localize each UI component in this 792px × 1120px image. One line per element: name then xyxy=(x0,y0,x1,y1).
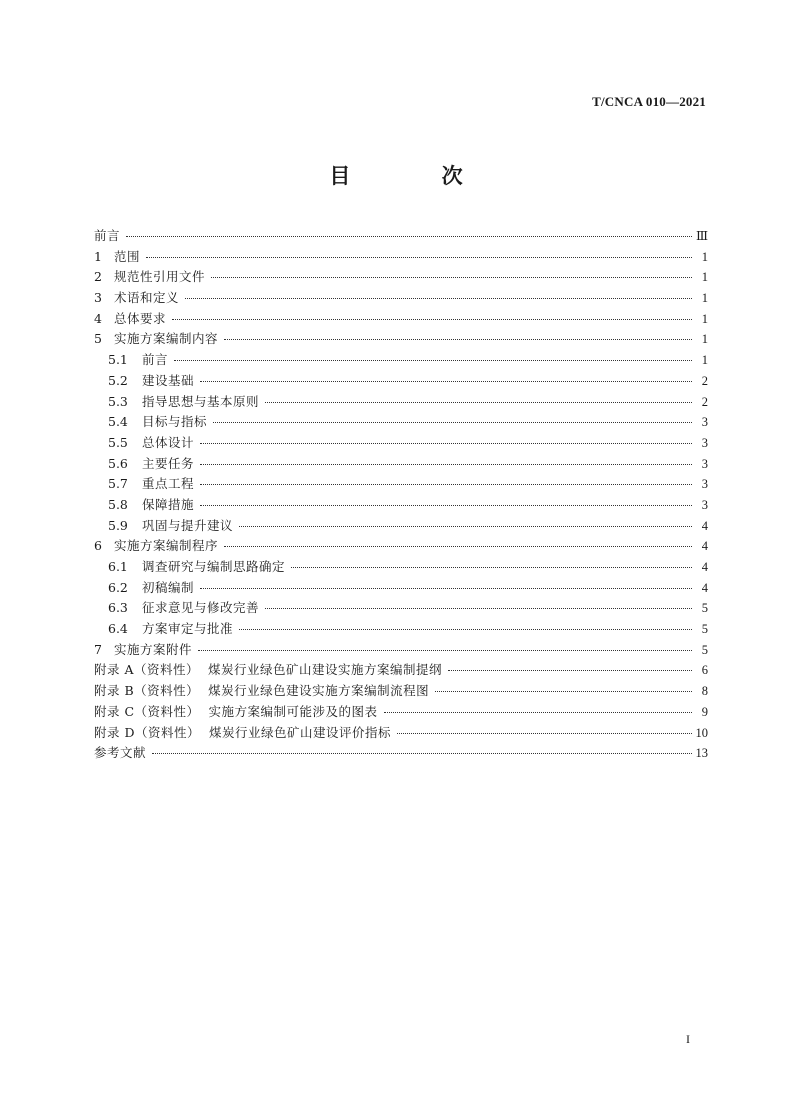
toc-entry-label: 建设基础 xyxy=(142,372,195,388)
toc-entry-label: 附录 B（资料性） 煤炭行业绿色建设实施方案编制流程图 xyxy=(94,683,430,699)
toc-dot-leader xyxy=(397,732,692,734)
toc-entry[interactable] xyxy=(94,412,708,433)
toc-dot-leader xyxy=(200,463,692,465)
toc-entry-number: 5 xyxy=(94,331,102,347)
toc-entry-page: 1 xyxy=(701,311,708,326)
toc-entry-number: 5.2 xyxy=(108,372,128,388)
toc-entry-label: 实施方案编制程序 xyxy=(114,538,219,554)
toc-entry-number: 5.3 xyxy=(108,393,128,409)
toc-entry-page: 2 xyxy=(701,373,708,388)
toc-entry[interactable] xyxy=(94,474,708,495)
toc-entry-page: 5 xyxy=(701,622,708,637)
toc-entry-page: 10 xyxy=(695,725,708,740)
toc-entry-label: 前言 xyxy=(142,352,169,368)
toc-entry-number: 2 xyxy=(94,269,102,285)
toc-entry-page: 3 xyxy=(701,415,708,430)
toc-dot-leader xyxy=(265,401,692,403)
toc-entry-number: 3 xyxy=(94,290,102,306)
toc-dot-leader xyxy=(185,297,692,299)
toc-dot-leader xyxy=(448,669,692,671)
toc-entry-page: 1 xyxy=(701,353,708,368)
toc-entry[interactable] xyxy=(94,516,708,537)
toc-entry-label: 主要任务 xyxy=(142,455,195,471)
toc-entry-page: 3 xyxy=(701,435,708,450)
toc-entry-label: 术语和定义 xyxy=(114,290,180,306)
toc-entry[interactable] xyxy=(94,433,708,454)
toc-entry-page: 1 xyxy=(701,249,708,264)
toc-entry-number: 6.4 xyxy=(108,621,128,637)
toc-entry-label: 巩固与提升建议 xyxy=(142,517,234,533)
toc-entry[interactable] xyxy=(94,640,708,661)
toc-entry-label: 前言 xyxy=(94,228,121,243)
toc-entry-page: 3 xyxy=(701,497,708,512)
document-code: T/CNCA 010—2021 xyxy=(592,94,706,109)
toc-dot-leader xyxy=(384,711,693,713)
toc-entry[interactable] xyxy=(94,371,708,392)
toc-entry[interactable] xyxy=(94,723,708,744)
toc-entry-number: 5.1 xyxy=(108,352,128,368)
toc-entry-page: 4 xyxy=(701,580,708,595)
toc-entry[interactable] xyxy=(94,702,708,723)
toc-dot-leader xyxy=(239,525,692,527)
toc-entry-page: 4 xyxy=(701,518,708,533)
toc-dot-leader xyxy=(239,628,692,630)
toc-entry-label: 调查研究与编制思路确定 xyxy=(142,559,286,574)
toc-entry-label: 参考文献 xyxy=(94,745,147,761)
toc-entry[interactable] xyxy=(94,681,708,702)
toc-entry-number: 5.4 xyxy=(108,414,128,430)
toc-entry-page: 2 xyxy=(701,394,708,409)
toc-dot-leader xyxy=(200,504,692,506)
toc-dot-leader xyxy=(200,380,692,382)
toc-entry[interactable] xyxy=(94,557,708,578)
toc-entry-page: 13 xyxy=(695,746,708,761)
toc-entry[interactable] xyxy=(94,247,708,268)
toc-dot-leader xyxy=(265,607,692,609)
toc-entry-label: 重点工程 xyxy=(142,476,195,492)
toc-entry-label: 保障措施 xyxy=(142,496,195,512)
toc-entry[interactable] xyxy=(94,392,708,413)
toc-entry-number: 5.7 xyxy=(108,476,128,492)
toc-dot-leader xyxy=(198,649,692,651)
toc-entry-label: 总体设计 xyxy=(142,434,195,450)
toc-entry-page: 6 xyxy=(701,663,708,678)
toc-entry-number: 7 xyxy=(94,641,102,657)
toc-entry-number: 1 xyxy=(94,248,102,264)
toc-entry-page: 4 xyxy=(701,560,708,574)
toc-entry-label: 实施方案编制内容 xyxy=(114,331,219,347)
toc-entry[interactable] xyxy=(94,454,708,475)
toc-entry-label: 范围 xyxy=(114,248,141,264)
toc-entry-page: 4 xyxy=(701,539,708,554)
toc-dot-leader xyxy=(152,752,691,754)
toc-entry-number: 6.2 xyxy=(108,579,128,595)
toc-entry-label: 初稿编制 xyxy=(142,579,195,595)
toc-entry[interactable] xyxy=(94,536,708,557)
toc-dot-leader xyxy=(224,338,692,340)
toc-entry[interactable] xyxy=(94,743,708,764)
toc-entry-page: Ⅲ xyxy=(695,229,708,243)
toc-entry-page: 3 xyxy=(701,456,708,471)
toc-entry-label: 规范性引用文件 xyxy=(114,269,206,285)
toc-entry[interactable] xyxy=(94,267,708,288)
page-number: I xyxy=(686,1032,690,1046)
toc-entry-page: 1 xyxy=(701,291,708,306)
toc-entry-label: 附录 C（资料性） 实施方案编制可能涉及的图表 xyxy=(94,703,378,719)
toc-dot-leader xyxy=(200,442,692,444)
toc-entry-label: 附录 A（资料性） 煤炭行业绿色矿山建设实施方案编制提纲 xyxy=(94,662,442,678)
toc-entry[interactable] xyxy=(94,660,708,681)
toc-dot-leader xyxy=(213,421,692,423)
toc-entry-number: 5.5 xyxy=(108,434,128,450)
toc-entry-number: 5.9 xyxy=(108,517,128,533)
toc-entry[interactable] xyxy=(94,309,708,330)
toc-entry-page: 5 xyxy=(701,642,708,657)
toc-dot-leader xyxy=(211,276,692,278)
toc-entry-label: 总体要求 xyxy=(114,310,167,326)
toc-entry-label: 方案审定与批准 xyxy=(142,621,234,637)
toc-entry[interactable] xyxy=(94,226,708,247)
toc-entry-number: 4 xyxy=(94,310,102,326)
toc-entry-number: 6 xyxy=(94,538,102,554)
toc-entry[interactable] xyxy=(94,578,708,599)
toc-entry-label: 附录 D（资料性） 煤炭行业绿色矿山建设评价指标 xyxy=(94,724,391,740)
page-title: 目 次 xyxy=(329,164,505,188)
toc-dot-leader xyxy=(291,566,692,568)
toc-entry-page: 8 xyxy=(701,684,708,699)
toc-dot-leader xyxy=(126,235,692,237)
toc-dot-leader xyxy=(146,256,692,258)
toc-dot-leader xyxy=(200,587,692,589)
toc-dot-leader xyxy=(224,545,692,547)
toc-entry[interactable] xyxy=(94,329,708,350)
toc-entry-label: 目标与指标 xyxy=(142,414,208,430)
toc-entry-page: 5 xyxy=(701,601,708,616)
toc-dot-leader xyxy=(200,483,692,485)
toc-entry-number: 6.3 xyxy=(108,600,128,616)
toc-entry-label: 征求意见与修改完善 xyxy=(142,600,260,616)
toc-entry[interactable] xyxy=(94,598,708,619)
toc-entry[interactable] xyxy=(94,288,708,309)
toc-dot-leader xyxy=(172,318,692,320)
table-of-contents xyxy=(94,226,708,764)
toc-entry-number: 6.1 xyxy=(108,559,128,574)
toc-dot-leader xyxy=(174,359,692,361)
toc-entry-page: 1 xyxy=(701,332,708,347)
toc-entry-page: 3 xyxy=(701,477,708,492)
toc-entry-page: 1 xyxy=(701,270,708,285)
toc-entry-number: 5.6 xyxy=(108,455,128,471)
toc-entry-label: 指导思想与基本原则 xyxy=(142,393,260,409)
toc-dot-leader xyxy=(435,690,692,692)
toc-entry[interactable] xyxy=(94,619,708,640)
toc-entry[interactable] xyxy=(94,495,708,516)
toc-entry[interactable] xyxy=(94,350,708,371)
toc-entry-page: 9 xyxy=(701,704,708,719)
toc-entry-number: 5.8 xyxy=(108,496,128,512)
toc-entry-label: 实施方案附件 xyxy=(114,641,193,657)
